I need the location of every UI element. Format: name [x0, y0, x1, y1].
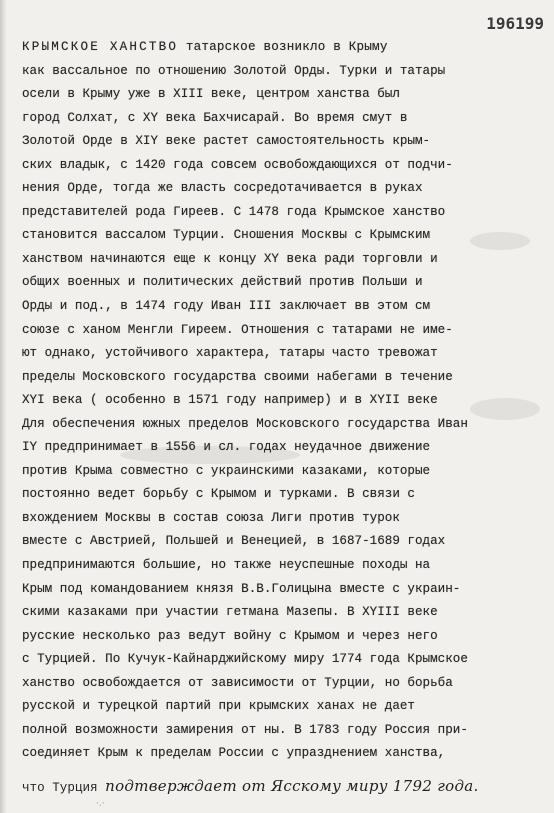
- bottom-mark: ·.·: [96, 799, 105, 809]
- text-line: ханством начинаются еще к концу XY века ради торговли и: [22, 251, 438, 266]
- text-line: IY предпринимает в 1556 и сл. годах неудачное движение: [22, 440, 431, 455]
- text-line: скими казаками при участии гетмана Мазепы. В XYIII веке: [22, 605, 438, 620]
- text-line: соединяет Крым к пределам России с упразднением ханства,: [22, 746, 446, 761]
- page-number: 196199: [486, 14, 544, 33]
- document-body: [22, 36, 530, 766]
- text-line: предпринимаются большие, но также неуспешные походы на: [22, 558, 431, 573]
- text-line: с Турцией. По Кучук-Кайнарджийскому миру 1774 года Крымское: [22, 652, 468, 667]
- text-line: полной возможности замирения от ны. В 1783 году Россия при-: [22, 722, 468, 737]
- text-line: вместе с Австрией, Польшей и Венецией, в 1687-1689 годах: [22, 534, 446, 549]
- text-line: ют однако, устойчивого характера, татары часто тревожат: [22, 346, 438, 361]
- text-line: союзе с ханом Менгли Гиреем. Отношения с татарами не име-: [22, 322, 453, 337]
- text-line: ханство освобождается от зависимости от Турции, но борьба: [22, 675, 453, 690]
- text-lines: [22, 60, 530, 766]
- text-line: XYI века ( особенно в 1571 году например) и в XYII веке: [22, 393, 438, 408]
- text-line: вхождением Москвы в состав союза Лиги против турок: [22, 510, 400, 525]
- text-line: Золотой Орде в XIY веке растет самостоятельность крым-: [22, 134, 431, 149]
- page-edge-shadow: [0, 0, 6, 813]
- text-line: осели в Крыму уже в XIII веке, центром ханства был: [22, 87, 400, 102]
- text-line: Орды и под., в 1474 году Иван III заключает вв этом см: [22, 299, 431, 314]
- text-line: Для обеспечения южных пределов Московского государства Иван: [22, 416, 468, 431]
- text-line: русские несколько раз ведут войну с Крымом и через него: [22, 628, 438, 643]
- text-line: город Солхат, с XY века Бахчисарай. Во время смут в: [22, 110, 408, 125]
- handwritten-annotation: подтверждает от Ясскому миру 1792 года.: [105, 777, 479, 795]
- first-line-text: татарское возникло в Крыму: [178, 40, 388, 54]
- text-line: общих военных и политических действий против Польши и: [22, 275, 423, 290]
- text-line: пределы Московского государства своими набегами в течение: [22, 369, 453, 384]
- text-line: нения Орде, тогда же власть сосредотачивается в руках: [22, 181, 423, 196]
- text-line: становится вассалом Турции. Сношения Москвы с Крымским: [22, 228, 431, 243]
- text-line: представителей рода Гиреев. С 1478 года Крымское ханство: [22, 204, 446, 219]
- text-line: русской и турецкой партий при крымских ханах не дает: [22, 699, 415, 714]
- text-line: ских владык, с 1420 года совсем освобождающихся от подчи-: [22, 157, 453, 172]
- text-line-last: [22, 777, 542, 795]
- document-heading: КРЫМСКОЕ ХАНСТВО: [22, 40, 179, 54]
- text-line: как вассальное по отношению Золотой Орды. Турки и татары: [22, 63, 446, 78]
- text-line-first: [22, 36, 530, 60]
- text-line: против Крыма совместно с украинскими казаками, которые: [22, 463, 431, 478]
- last-line-typed: что Турция: [22, 781, 106, 795]
- text-line: постоянно ведет борьбу с Крымом и турками. В связи с: [22, 487, 415, 502]
- text-line: Крым под командованием князя В.В.Голицына вместе с украин-: [22, 581, 461, 596]
